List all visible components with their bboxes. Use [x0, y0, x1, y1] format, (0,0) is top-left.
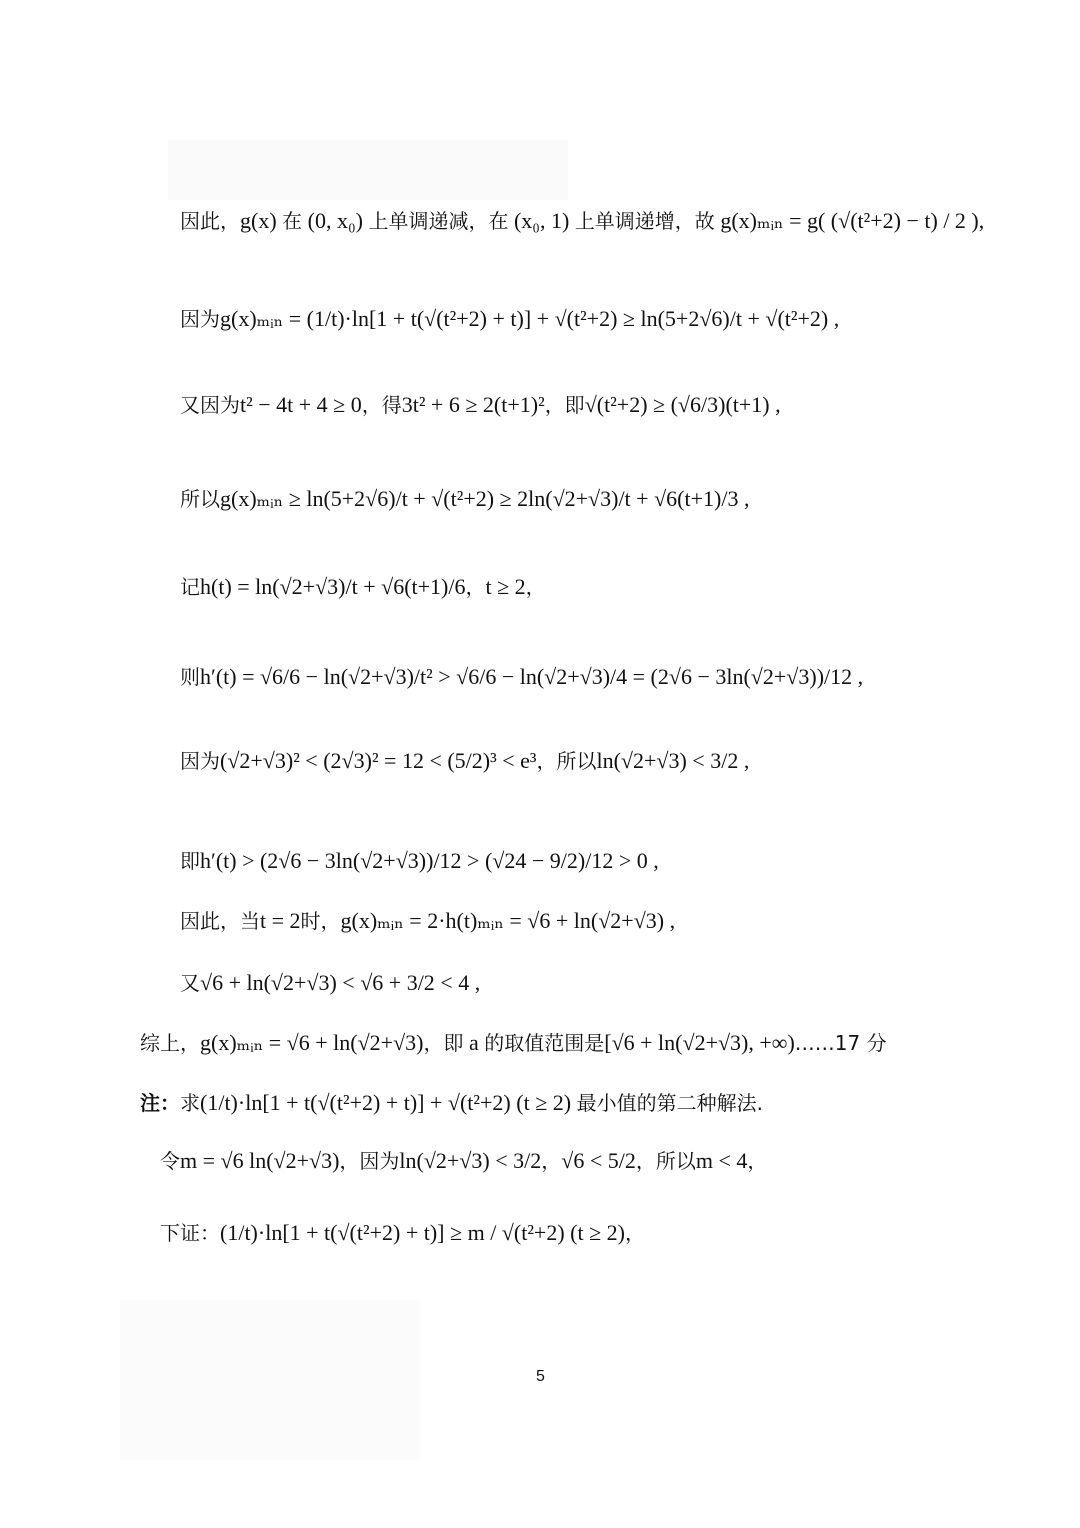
math-expression: g(x)ₘᵢₙ ≥ ln(5+2√6)/t + √(t²+2) ≥ 2ln(√2+√3)/t + √6(t+1)/3 , [220, 486, 750, 511]
note-label: 注： [140, 1091, 180, 1115]
math-expression: a [463, 1030, 485, 1055]
text-segment: 最小值的第二种解法. [576, 1091, 763, 1115]
text-segment: 时， [300, 909, 341, 933]
text-segment: ， [747, 1149, 768, 1173]
text-segment: 因此，当 [180, 909, 260, 933]
math-expression: g(x)ₘᵢₙ = (1/t)·ln[1 + t(√(t²+2) + t)] + √(t²+2) ≥ ln(5+2√6)/t + √(t²+2) , [220, 306, 840, 331]
line-10 [180, 972, 480, 994]
text-segment: 因为 [180, 749, 220, 773]
math-expression: (x₀, 1) [508, 208, 575, 233]
line-5 [180, 576, 546, 598]
math-expression: g(x)ₘᵢₙ = g( (√(t²+2) − t) / 2 ), [714, 208, 985, 233]
math-expression: (1/t)·ln[1 + t(√(t²+2) + t)] + √(t²+2) (t ≥ 2) [200, 1090, 577, 1115]
math-expression: t² − 4t + 4 ≥ 0 [240, 392, 362, 417]
line-4 [180, 488, 749, 510]
text-segment: ，得 [361, 393, 402, 417]
text-segment: 即 [180, 849, 200, 873]
line-11 [140, 1032, 887, 1054]
line-13 [160, 1150, 767, 1172]
math-expression: √6 + ln(√2+√3) < √6 + 3/2 < 4 , [200, 970, 481, 995]
math-expression: m < 4 [695, 1148, 748, 1173]
line-1 [180, 210, 984, 232]
text-segment: ，所以 [536, 749, 597, 773]
line-3 [180, 394, 781, 416]
text-segment: ， [465, 575, 486, 599]
text-segment: ，所以 [635, 1149, 696, 1173]
math-expression: (√2+√3)² < (2√3)² = 12 < (5/2)³ < e³ [220, 748, 537, 773]
text-segment: 又 [180, 971, 200, 995]
line-12 [140, 1092, 763, 1114]
text-segment: 记 [180, 575, 200, 599]
text-segment: ，因为 [339, 1149, 400, 1173]
line-6 [180, 666, 863, 688]
math-expression: 3t² + 6 ≥ 2(t+1)² [401, 392, 545, 417]
math-expression: (1/t)·ln[1 + t(√(t²+2) + t)] ≥ m / √(t²+2) (t ≥ 2) [220, 1220, 625, 1245]
scan-artifact [120, 1300, 420, 1460]
math-expression: ln(√2+√3) < 3/2 , [596, 748, 750, 773]
math-expression: h′(t) = √6/6 − ln(√2+√3)/t² > √6/6 − ln(√2+√3)/4 = (2√6 − 3ln(√2+√3))/12 , [200, 664, 864, 689]
scan-artifact [168, 140, 568, 200]
text-segment: 因此， [180, 209, 240, 233]
text-segment: 则 [180, 665, 200, 689]
line-7 [180, 750, 749, 772]
text-segment: 又因为 [180, 393, 240, 417]
text-segment: 的取值范围是 [484, 1031, 605, 1055]
math-expression: [√6 + ln(√2+√3), +∞) [604, 1030, 795, 1055]
math-expression: (0, x₀) [302, 208, 369, 233]
text-segment: 令 [160, 1149, 180, 1173]
text-segment: ……17 分 [794, 1031, 887, 1055]
math-expression: t ≥ 2 [485, 574, 526, 599]
text-segment: 下证： [160, 1221, 220, 1245]
math-expression: √6 < 5/2 [561, 1148, 636, 1173]
text-segment: 因为 [180, 307, 220, 331]
math-expression: m = √6 ln(√2+√3) [180, 1148, 340, 1173]
text-segment: 求 [180, 1091, 200, 1115]
math-expression: g(x)ₘᵢₙ = 2·h(t)ₘᵢₙ = √6 + ln(√2+√3) , [340, 908, 676, 933]
text-segment: ， [541, 1149, 562, 1173]
math-expression: h′(t) > (2√6 − 3ln(√2+√3))/12 > (√24 − 9/2)/12 > 0 , [200, 848, 659, 873]
line-14 [160, 1222, 645, 1244]
page-number: 5 [536, 1368, 545, 1385]
text-segment: ，即 [544, 393, 585, 417]
math-expression: √(t²+2) ≥ (√6/3)(t+1) , [584, 392, 781, 417]
text-segment: ， [624, 1221, 645, 1245]
line-8 [180, 850, 659, 872]
math-expression: g(x)ₘᵢₙ = √6 + ln(√2+√3) [200, 1030, 424, 1055]
line-9 [180, 910, 675, 932]
text-segment: 综上， [140, 1031, 200, 1055]
math-expression: g(x) [240, 208, 283, 233]
text-segment: ，即 [423, 1031, 464, 1055]
math-expression: ln(√2+√3) < 3/2 [399, 1148, 542, 1173]
text-segment: ， [525, 575, 546, 599]
math-expression: h(t) = ln(√2+√3)/t + √6(t+1)/6 [200, 574, 466, 599]
text-segment: 上单调递增，故 [574, 209, 715, 233]
text-segment: 上单调递减，在 [368, 209, 509, 233]
line-2 [180, 308, 839, 330]
text-segment: 在 [282, 209, 303, 233]
text-segment: 所以 [180, 487, 220, 511]
math-expression: t = 2 [260, 908, 301, 933]
